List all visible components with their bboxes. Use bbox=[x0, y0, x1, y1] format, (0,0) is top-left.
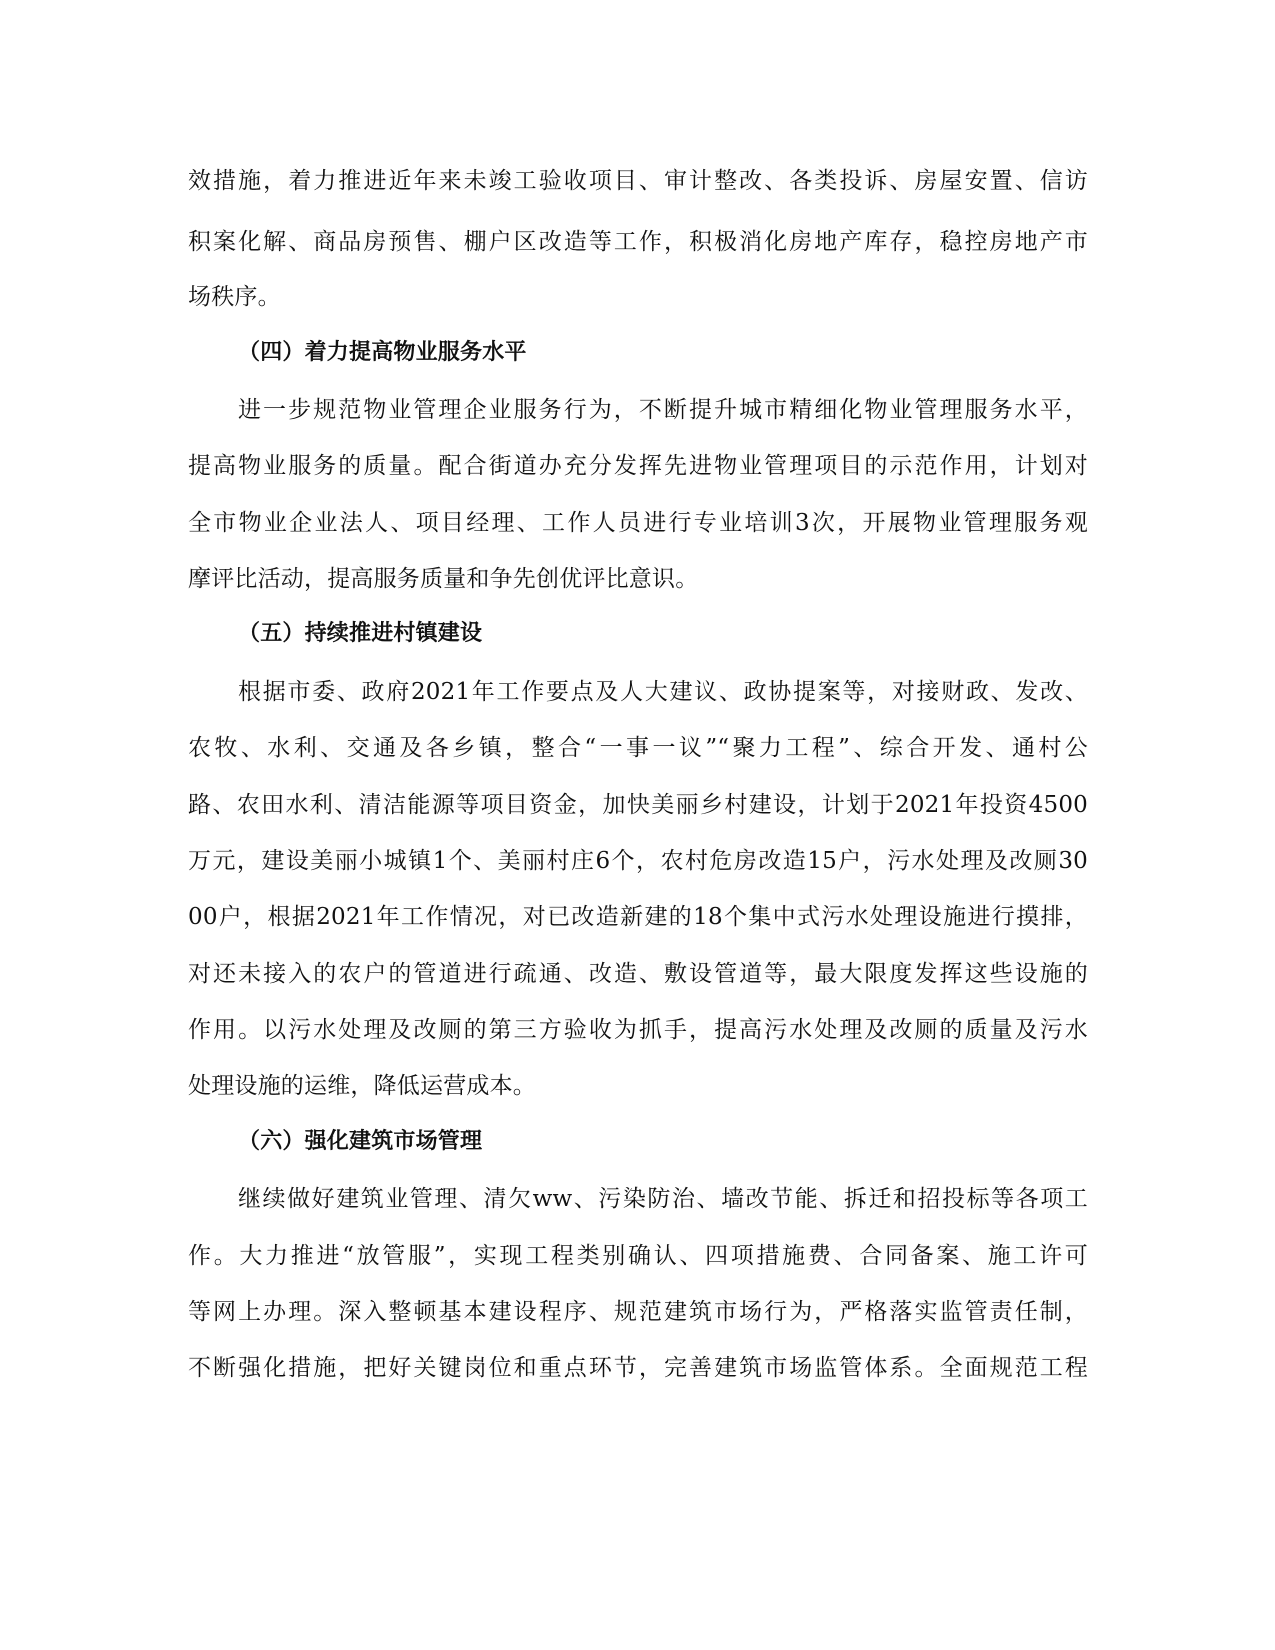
paragraph-line: 积案化解、商品房预售、棚户区改造等工作，积极消化房地产库存，稳控房地产市 bbox=[188, 229, 1088, 255]
paragraph-line: 根据市委、政府2021年工作要点及人大建议、政协提案等，对接财政、发改、 bbox=[238, 679, 1088, 705]
paragraph-line: 进一步规范物业管理企业服务行为，不断提升城市精细化物业管理服务水平， bbox=[238, 397, 1088, 423]
paragraph-line: 等网上办理。深入整顿基本建设程序、规范建筑市场行为，严格落实监管责任制， bbox=[188, 1299, 1088, 1325]
paragraph-line: 继续做好建筑业管理、清欠ww、污染防治、墙改节能、拆迁和招投标等各项工 bbox=[238, 1186, 1088, 1212]
paragraph-line: 不断强化措施，把好关键岗位和重点环节，完善建筑市场监管体系。全面规范工程 bbox=[188, 1355, 1088, 1381]
paragraph-line: 作。大力推进“放管服”，实现工程类别确认、四项措施费、合同备案、施工许可 bbox=[188, 1243, 1088, 1269]
paragraph-line: 作用。以污水处理及改厕的第三方验收为抓手，提高污水处理及改厕的质量及污水 bbox=[188, 1017, 1088, 1043]
paragraph-line: 处理设施的运维，降低运营成本。 bbox=[188, 1073, 536, 1099]
paragraph-line: 效措施，着力推进近年来未竣工验收项目、审计整改、各类投诉、房屋安置、信访 bbox=[188, 168, 1088, 194]
paragraph-line: 农牧、水利、交通及各乡镇，整合“一事一议”“聚力工程”、综合开发、通村公 bbox=[188, 735, 1088, 761]
section-heading-4: （四）着力提高物业服务水平 bbox=[238, 340, 527, 365]
section-heading-5: （五）持续推进村镇建设 bbox=[238, 621, 483, 646]
paragraph-line: 提高物业服务的质量。配合街道办充分发挥先进物业管理项目的示范作用，计划对 bbox=[188, 453, 1088, 479]
section-heading-6: （六）强化建筑市场管理 bbox=[238, 1129, 483, 1154]
paragraph-line: 路、农田水利、清洁能源等项目资金，加快美丽乡村建设，计划于2021年投资4500 bbox=[188, 792, 1088, 818]
paragraph-line: 场秩序。 bbox=[188, 284, 281, 310]
paragraph-line: 00户，根据2021年工作情况，对已改造新建的18个集中式污水处理设施进行摸排， bbox=[188, 904, 1088, 930]
paragraph-line: 对还未接入的农户的管道进行疏通、改造、敷设管道等，最大限度发挥这些设施的 bbox=[188, 961, 1088, 987]
paragraph-line: 万元，建设美丽小城镇1个、美丽村庄6个，农村危房改造15户，污水处理及改厕30 bbox=[188, 848, 1088, 874]
paragraph-line: 摩评比活动，提高服务质量和争先创优评比意识。 bbox=[188, 566, 699, 592]
paragraph-line: 全市物业企业法人、项目经理、工作人员进行专业培训3次，开展物业管理服务观 bbox=[188, 510, 1088, 536]
